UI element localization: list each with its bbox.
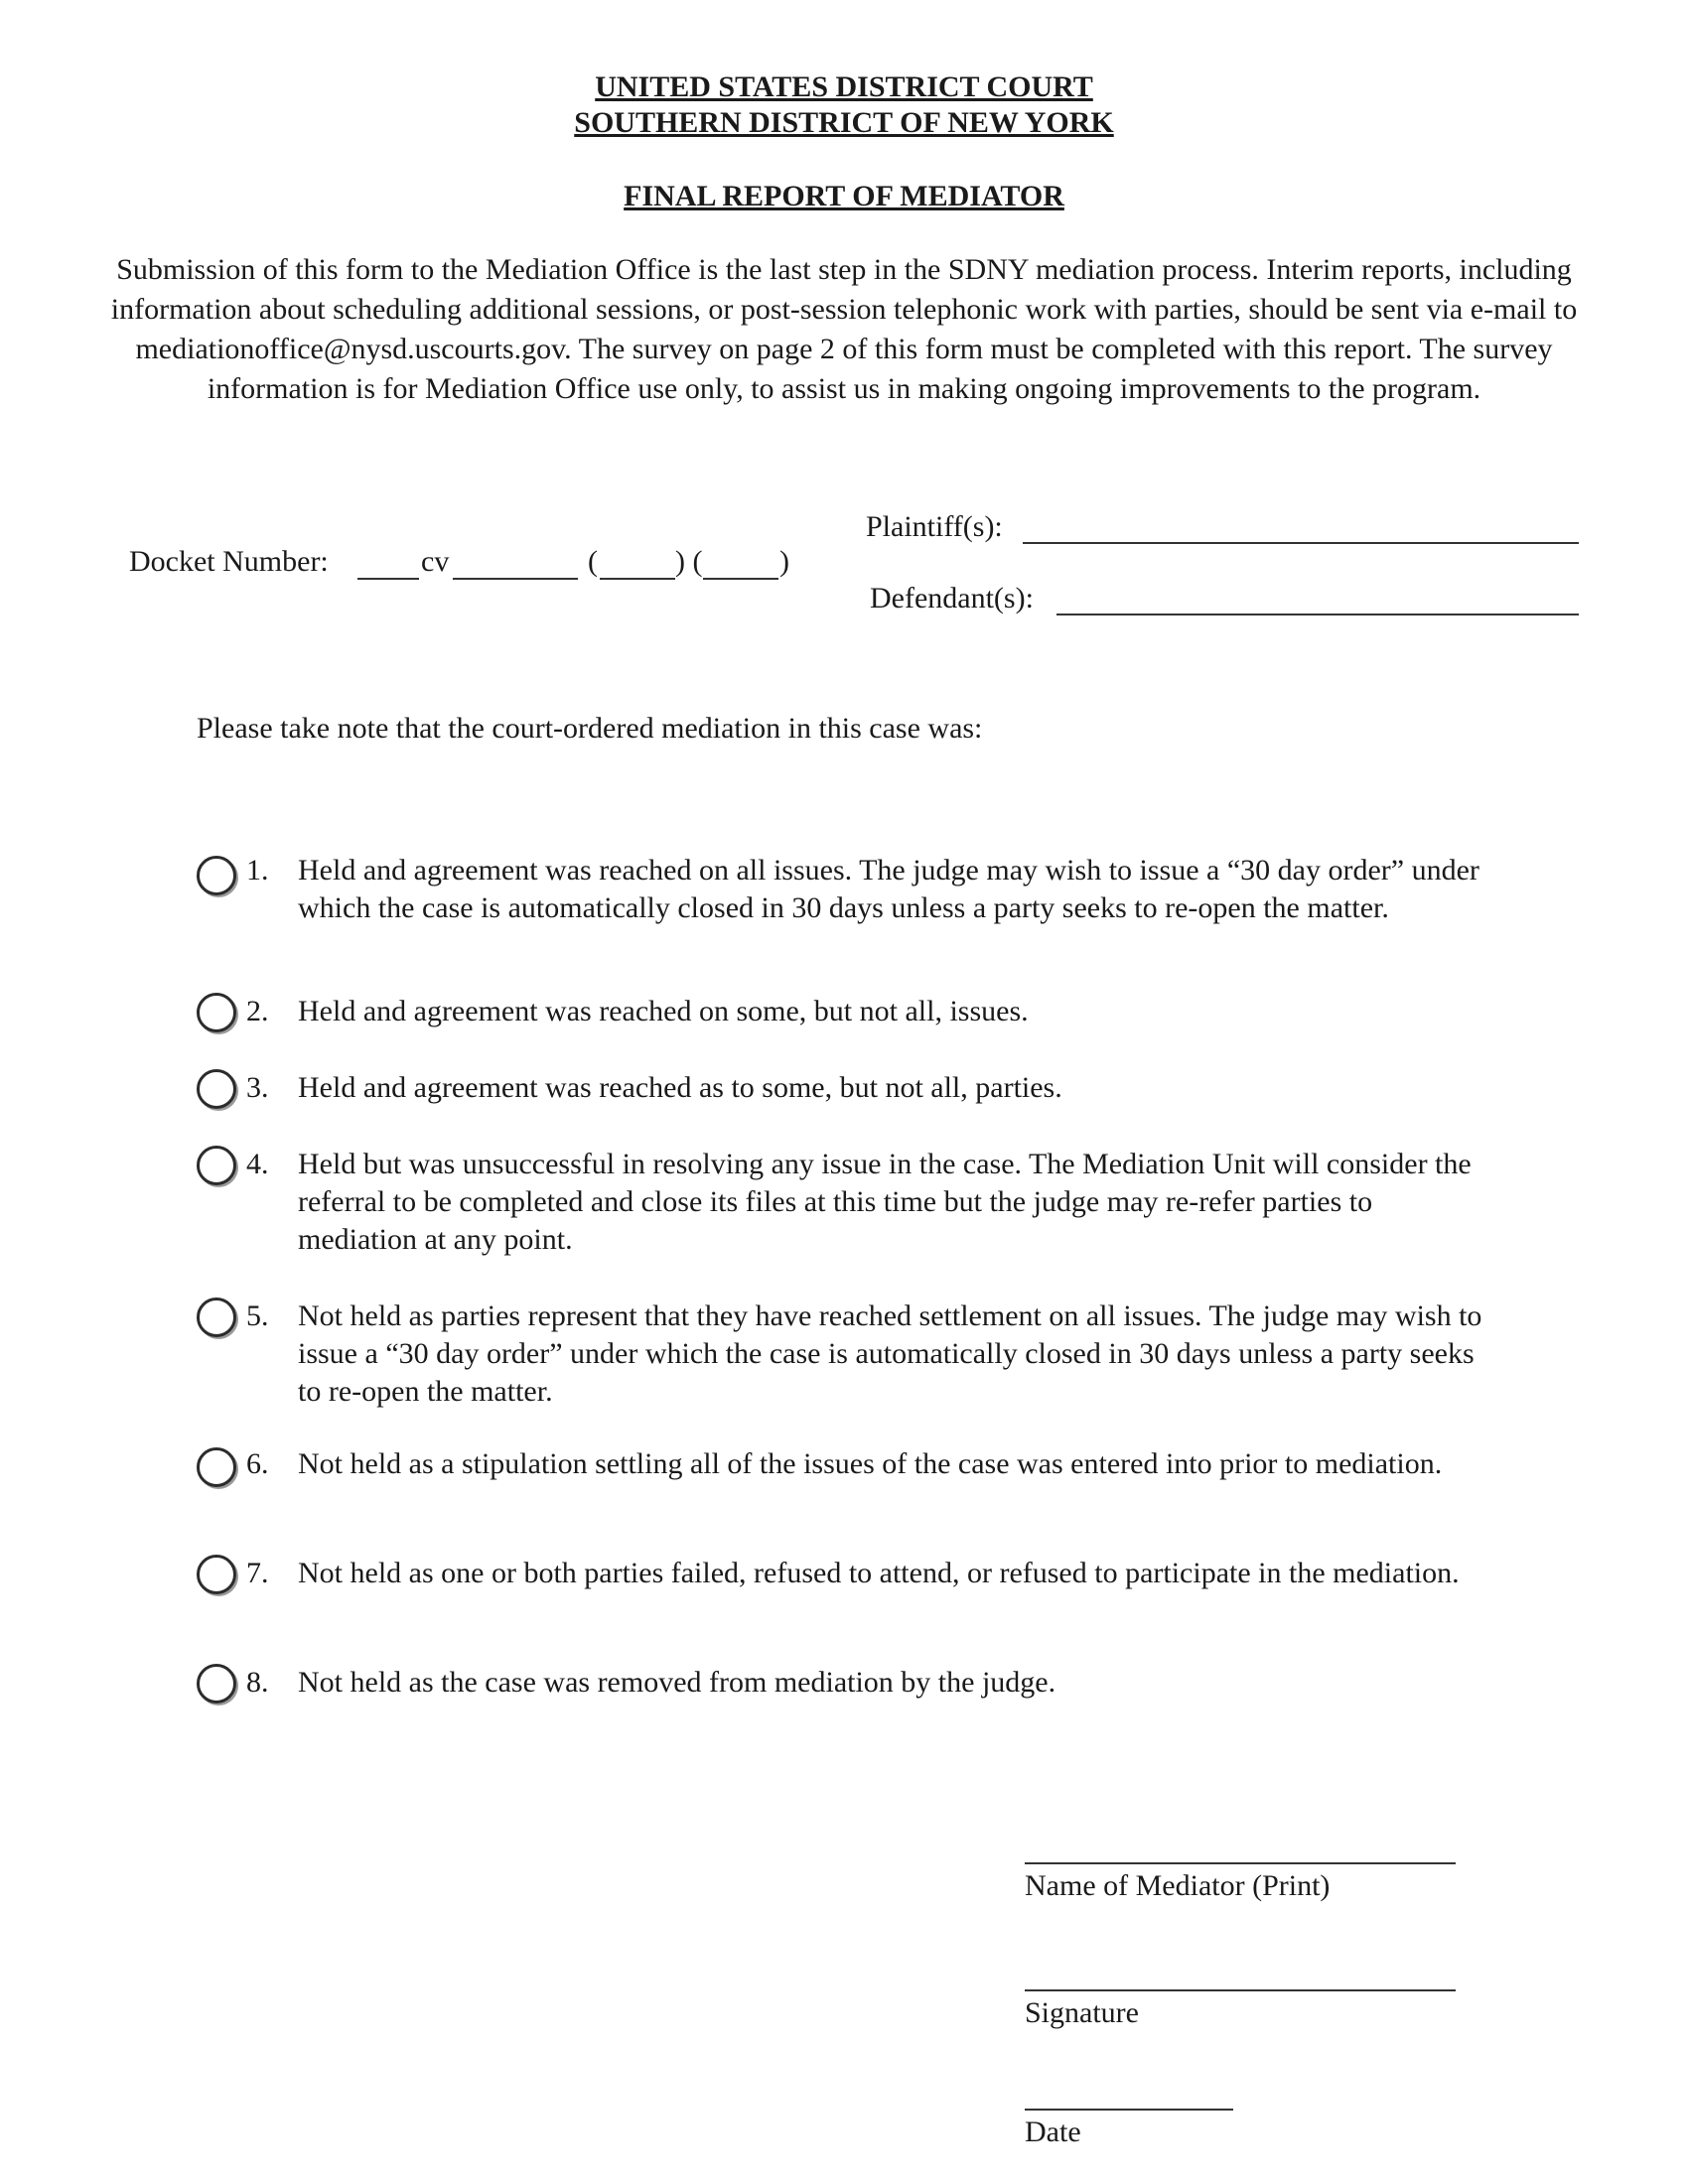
option-2-text: Held and agreement was reached on some, but not all, issues. — [298, 995, 1029, 1027]
defendant-label: Defendant(s): — [870, 582, 1034, 614]
docket-judge2-field[interactable] — [703, 578, 778, 580]
docket-number-field[interactable] — [453, 578, 578, 580]
option-1-text: Held and agreement was reached on all issues. The judge may wish to issue a “30 day order” under which the case is automatically closed in 30 days unless a party seeks to re-open the matter. — [298, 854, 1479, 924]
option-6-radio[interactable] — [197, 1447, 236, 1487]
option-3-number: 3. — [246, 1071, 269, 1104]
option-1-number: 1. — [246, 854, 269, 887]
option-7-text: Not held as one or both parties failed, refused to attend, or refused to participate in the mediation. — [298, 1557, 1460, 1589]
docket-year-field[interactable] — [357, 578, 419, 580]
defendant-field[interactable] — [1056, 614, 1579, 615]
option-5-text: Not held as parties represent that they have reached settlement on all issues. The judge may wish to issue a “30 day order” under which the case is automatically closed in 30 days unless a party seeks to re-open the matter. — [298, 1299, 1482, 1408]
option-6-text: Not held as a stipulation settling all of the issues of the case was entered into prior to mediation. — [298, 1447, 1443, 1480]
docket-paren-mid: ) ( — [675, 545, 703, 578]
option-2-radio[interactable] — [197, 993, 236, 1032]
plaintiff-label: Plaintiff(s): — [866, 510, 1003, 543]
mediation-lead-text: Please take note that the court-ordered mediation in this case was: — [197, 712, 983, 745]
docket-judge1-field[interactable] — [600, 578, 675, 580]
court-name-line2: SOUTHERN DISTRICT OF NEW YORK — [574, 106, 1114, 139]
plaintiff-field[interactable] — [1023, 542, 1579, 544]
signature-label: Signature — [1025, 1996, 1139, 2029]
option-7-number: 7. — [246, 1557, 269, 1589]
option-4-number: 4. — [246, 1148, 269, 1180]
option-6-number: 6. — [246, 1447, 269, 1480]
docket-paren-close: ) — [779, 545, 789, 578]
option-4-text: Held but was unsuccessful in resolving any issue in the case. The Mediation Unit will consider the referral to be completed and close its files at this time but the judge may re-refer parties to mediation at any point. — [298, 1148, 1472, 1256]
docket-paren-open: ( — [588, 545, 598, 578]
option-5-number: 5. — [246, 1299, 269, 1332]
option-4-radio[interactable] — [197, 1146, 236, 1185]
mediator-name-field[interactable] — [1025, 1862, 1456, 1864]
option-8-radio[interactable] — [197, 1664, 236, 1704]
option-3-radio[interactable] — [197, 1069, 236, 1109]
docket-label: Docket Number: — [129, 545, 329, 578]
option-7-radio[interactable] — [197, 1555, 236, 1594]
mediator-name-label: Name of Mediator (Print) — [1025, 1869, 1331, 1902]
form-title: FINAL REPORT OF MEDIATOR — [624, 180, 1064, 212]
date-field[interactable] — [1025, 2109, 1233, 2111]
option-2-number: 2. — [246, 995, 269, 1027]
docket-cv-text: cv — [421, 545, 450, 578]
option-5-radio[interactable] — [197, 1297, 236, 1337]
option-8-number: 8. — [246, 1666, 269, 1699]
court-name-line1: UNITED STATES DISTRICT COURT — [595, 70, 1093, 103]
option-3-text: Held and agreement was reached as to some, but not all, parties. — [298, 1071, 1062, 1104]
signature-field[interactable] — [1025, 1989, 1456, 1991]
intro-paragraph: Submission of this form to the Mediation Office is the last step in the SDNY mediation process. Interim reports, including information about scheduling additional sessions, or post-session telephonic work with parties, should be sent via e-mail to mediationoffice@nysd.uscourts.gov. The survey on page 2 of this form must be completed with this report. The survey information is for Mediation Office use only, to assist us in making ongoing improvements to the program. — [110, 253, 1578, 405]
option-1-radio[interactable] — [197, 856, 236, 895]
option-8-text: Not held as the case was removed from mediation by the judge. — [298, 1666, 1056, 1699]
date-label: Date — [1025, 2116, 1081, 2148]
